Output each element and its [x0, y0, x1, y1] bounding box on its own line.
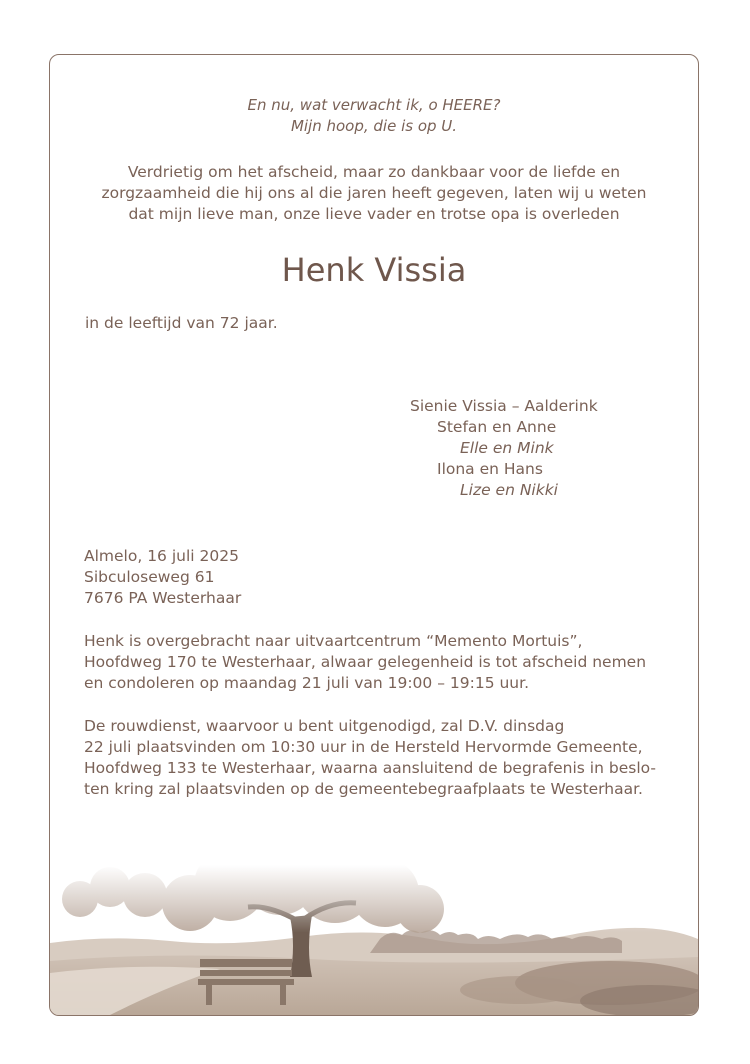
address-block [84, 546, 241, 609]
intro-line-1: Verdrietig om het afscheid, maar zo dankbaar voor de liefde en [127, 163, 621, 181]
service-line-1: De rouwdienst, waarvoor u bent uitgenodigd, zal D.V. dinsdag [84, 717, 565, 735]
service-line-4: ten kring zal plaatsvinden op de gemeentebegraafplaats te Westerhaar. [84, 780, 643, 798]
service-line-2: 22 juli plaatsvinden om 10:30 uur in de Hersteld Hervormde Gemeente, [84, 738, 643, 756]
notice-card [49, 54, 699, 1016]
intro-line-2: zorgzaamheid die hij ons al die jaren heeft gegeven, laten wij u weten [101, 184, 647, 202]
viewing-line-2: Hoofdweg 170 te Westerhaar, alwaar gelegenheid is tot afscheid nemen [84, 653, 647, 671]
family-list [410, 396, 598, 501]
verse-line-2: Mijn hoop, die is op U. [290, 117, 458, 135]
family-grandchildren-2: Lize en Nikki [460, 481, 558, 499]
service-paragraph [84, 716, 684, 800]
viewing-paragraph [84, 631, 684, 694]
family-child-1: Stefan en Anne [437, 418, 557, 436]
viewing-line-1: Henk is overgebracht naar uitvaartcentrum “Memento Mortuis”, [84, 632, 583, 650]
landscape-tree-bench-image [50, 865, 698, 1015]
street: Sibculoseweg 61 [84, 568, 215, 586]
intro-text [50, 162, 698, 225]
place-date: Almelo, 16 juli 2025 [84, 547, 239, 565]
family-child-2: Ilona en Hans [437, 460, 543, 478]
postal-city: 7676 PA Westerhaar [84, 589, 242, 607]
age-text: in de leeftijd van 72 jaar. [85, 314, 278, 332]
viewing-line-3: en condoleren op maandag 21 juli van 19:00 – 19:15 uur. [84, 674, 530, 692]
verse-line-1: En nu, wat verwacht ik, o HEERE? [247, 96, 501, 114]
family-spouse: Sienie Vissia – Aalderink [410, 397, 598, 415]
bible-verse [50, 95, 698, 137]
intro-line-3: dat mijn lieve man, onze lieve vader en trotse opa is overleden [128, 205, 620, 223]
deceased-name: Henk Vissia [281, 251, 467, 289]
family-grandchildren-1: Elle en Mink [460, 439, 554, 457]
service-line-3: Hoofdweg 133 te Westerhaar, waarna aansluitend de begrafenis in beslo- [84, 759, 656, 777]
